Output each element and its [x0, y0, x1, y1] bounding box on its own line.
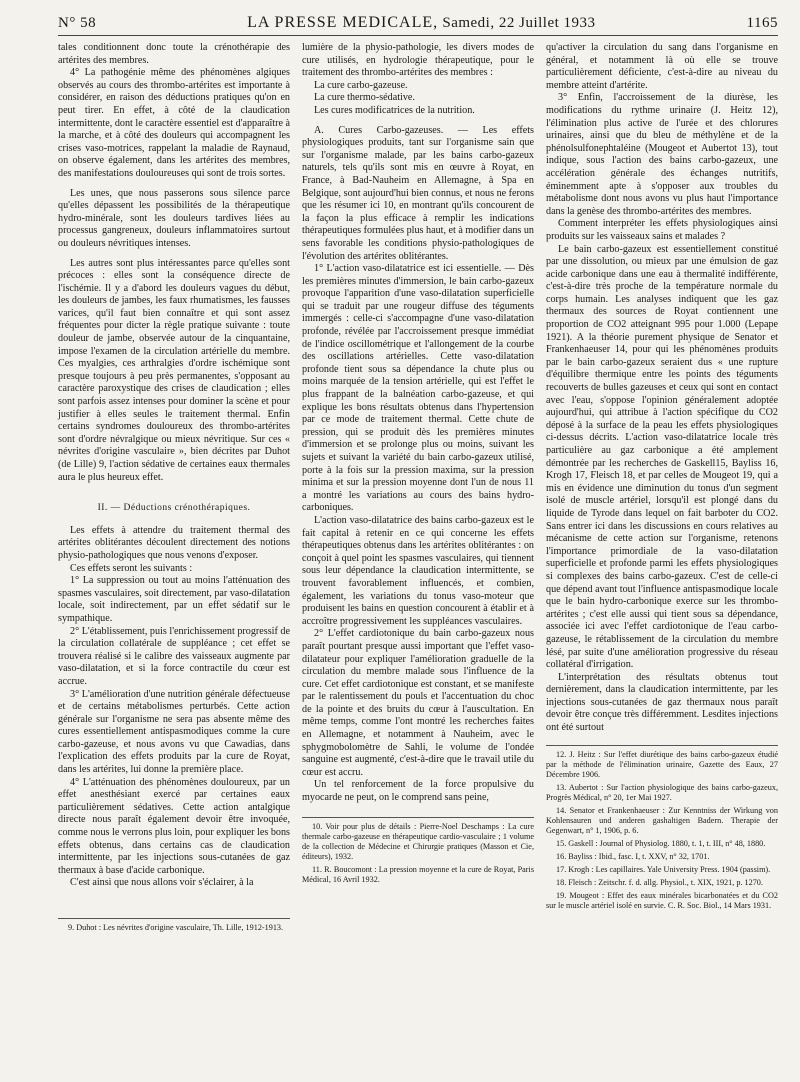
- paragraph: Un tel renforcement de la force propulsive du myocarde ne peut, on le comprend sans peine,: [302, 779, 534, 804]
- footnote: 11. R. Boucomont : La pression moyenne et la cure de Royat, Paris Médical, 16 Avril 1932.: [302, 864, 534, 884]
- section-heading: II. — Déductions crénothérapiques.: [97, 503, 251, 514]
- footnote: 14. Senator et Frankenhaeuser : Zur Kenntniss der Wirkung von Kohlensauren und anderen gashaltigen Badern. Therapie der Gegenwart, n° 1, 1906, p. 6.: [546, 805, 778, 835]
- list-item: La cure thermo-sédative.: [314, 92, 415, 104]
- paragraph: 2° L'effet cardiotonique du bain carbo-gazeux nous paraît pourtant presque aussi important que l'effet vaso-dilatateur pour expliquer l'amélioration graduelle de la circulation du membre malade sous l'influence de la cure. Cet effet cardiotonique est constant, et se manifeste par le ralentissement du pouls et l'accentuation du choc de la pointe et des bruits du cœur à l'auscultation. En même temps, comme l'ont montré les recherches faites en Allemagne, et notamment à Nauheim, avec le sphygmobolomètre de Sahli, le volume de l'ondée sanguine est augmenté, c'est-à-dire que le travail utile du cœur est accru.: [302, 628, 534, 778]
- paragraph: tales conditionnent donc toute la crénothérapie des artérites des membres.: [58, 42, 290, 66]
- article-columns: [58, 42, 778, 936]
- paragraph: C'est ainsi que nous allons voir s'éclairer, à la: [70, 877, 254, 889]
- page-number: 1165: [746, 15, 778, 31]
- column-2: [302, 42, 534, 936]
- paragraph: Le bain carbo-gazeux est essentiellement constitué par une dissolution, ou mieux par une émulsion de gaz acide carbonique dans une eau à thermalité indifférente, c'est-à-dire très proche de la température normale du corps humain. Les analyses indiquent que les gaz thermaux des sources de Royat contiennent une proportion de CO2 atteignant 995 pour 1.000 (Lepape 1921). A la théorie purement physique de Senator et Frankenhaeuser 14, pour qui les phénomènes produits par le bain carbo-gazeux seraient dus « une rupture d'équilibre thermique entre les points des téguments recouverts de bulles gazeuses et ceux qui sont en contact avec l'eau, s'oppose l'opinion généralement adoptée aujourd'hui, qui attribue à l'action spécifique du CO2 déposé à la surface de la peau les effets physiologiques ci-dessus décrits. L'action vaso-dilatatrice locale très particulière au gaz carbonique a été amplement démontrée par les recherches de Gaskell15, Bayliss 16, Krogh 17, Fleisch 18, et par celles de Mougeot 19, qui a mis en évidence une diminution du tonus d'un segment isolé de muscle artériel, lorsqu'il est plongé dans du liquide de Tyrode dans lequel on fait barboter du CO2. Sans entrer ici dans les discussions en cours relatives au mécanisme de cette action sur l'organisme, retenons l'importance primordiale de la vaso-dilatation superficielle et profonde parmi les effets physiologiques si complexes des bains carbo-gazeux. C'est de celle-ci que dépend avant tout l'influence antispasmodique locale que le bain hydro-carbonique exerce sur les thrombo-artérites ; c'est elle aussi qui tient sous sa dépendance, associée ici avec l'effet cardiotonique de l'eau carbo-gazeuse, le rétablissement de la circulation du membre lésé, par suite d'une amélioration progressive du réseau collatéral d'irrigation.: [546, 243, 778, 671]
- list-item: 2° L'établissement, puis l'enrichissement progressif de la circulation collatérale de suppléance ; cet effet se trouvera réalisé si le calibre des vaisseaux augmente par vaso-dilatation, et si la force contractile du cœur est accrue.: [58, 625, 290, 687]
- paragraph: 4° La pathogénie même des phénomènes algiques observés au cours des thrombo-artérites est importante à considérer, en raison des déductions pratiques qu'on en peut tirer. En effet, à côté de la claudication intermittente, dont le caractère essentiel est d'apparaître à la marche, et à côté des douleurs qui accompagnent les crises vaso-motrices, rappelant la maladie de Raynaud, on observe également, dans les artérites des membres, des manifestations douloureuses qui sont de trois sortes.: [58, 67, 290, 179]
- paragraph: qu'activer la circulation du sang dans l'organisme en général, et notamment là où elle se trouve particulièrement déficiente, c'est-à-dire au niveau du membre atteint d'artérite.: [546, 42, 778, 91]
- column-3: [546, 42, 778, 936]
- footnote: 16. Bayliss : Ibid., fasc. I, t. XXV, n° 32, 1701.: [556, 851, 710, 861]
- footnote: 10. Voir pour plus de détails : Pierre-Noel Deschamps : La cure thermale carbo-gazeuse en thérapeutique cardio-vasculaire ; 1 volume de la collection de Médecine et Chirurgie pratiques (Masson et Cie, éditeurs), 1932.: [302, 821, 534, 861]
- column-1: [58, 42, 290, 936]
- cure-list: [314, 80, 534, 118]
- paragraph: 3° Enfin, l'accroissement de la diurèse, les modifications du rythme urinaire (J. Heitz 12), l'élimination plus active de l'urée et des chlorures urinaires, ainsi que du bleu de méthylène et de la phénolsulfonephtaléine (Mougeot et Aubertot 13), tout indique, sous l'action des bains carbo-gazeux, une accélération générale des échanges nutritifs, éminemment apte à s'opposer aux troubles du métabolisme dont nous avons vu plus haut l'importance dans la genèse des thrombo-artérites des membres.: [546, 92, 778, 217]
- paragraph: 1° L'action vaso-dilatatrice est ici essentielle. — Dès les premières minutes d'immersion, le bain carbo-gazeux provoque l'apparition d'une vaso-dilatation superficielle qui se traduit par une rougeur diffuse des téguments immergés : celle-ci s'accompagne d'une vaso-dilatation profonde, révélée par l'accroissement presque immédiat de l'indice oscillométrique et l'allongement de la courbe des oscillations artérielles. Cette vaso-dilatation profonde tient sous sa dépendance la chute plus ou moins marquée de la tension artérielle, qui est l'effet le plus frappant de la balnéation carbo-gazeuse, et qui explique les bons résultats obtenus dans l'hypertension par ce mode de traitement thermal. Cette chute de pression, qui se produit dès les premières minutes d'immersion et se prolonge plus ou moins, suivant les sujets et suivant la variété du bain carbo-gazeux utilisé, porte à la fois sur la pression maxima, sur la pression minima et sur la pression moyenne dont l'un de nous 11 a montré les variations au cours des bains hydro-carboniques.: [302, 263, 534, 514]
- list-item: 3° L'amélioration d'une nutrition générale défectueuse et de certains métabolismes perturbés. Cette action générale sur l'organisme ne sera pas absente même des cures essentiellement antispasmodiques comme la cure carbo-gazeuse, et nous avons vu que Cawadias, dans l'explication des effets produits par la cure de Royat, dans les artérites, lui donne la première place.: [58, 688, 290, 776]
- paragraph: Les autres sont plus intéressantes parce qu'elles sont précoces : elles sont la conséquence directe de l'ischémie. Il y a d'abord les douleurs vagues du début, les douleurs de jambes, les faux rhumatismes, les fausses varices, qu'il faut bien connaître et qui sont assez fréquentes pour dicter la règle pratique suivante : toute douleur de jambe, observée autour de la cinquantaine, impose l'examen de la circulation artérielle du membre. Ces myalgies, ces arthralgies d'ordre ischémique sont presque toujours à peu près permanentes, s'opposant au caractère paroxystique des crises de claudication ; elles sont parfois assez intenses pour dominer la scène et pour justifier à elles seules le traitement thermal. Enfin certains syndromes douloureux des thrombo-artérites sont d'ordre névralgique ou mieux névritique. Sur ces « névrites d'origine vasculaire », bien décrites par Duhot (de Lille) 9, l'action sédative de certaines eaux thermales aura le plus heureux effet.: [58, 257, 290, 483]
- paragraph: lumière de la physio-pathologie, les divers modes de cure utilisés, en hydrologie thérapeutique, pour le traitement des thrombo-artérites des membres :: [302, 42, 534, 79]
- paragraph: Les effets à attendre du traitement thermal des artérites oblitérantes découlent directement des notions physio-pathologiques que nous venons d'exposer.: [58, 524, 290, 561]
- list-item: Les cures modificatrices de la nutrition.: [314, 104, 475, 116]
- footnote: 19. Mougeot : Effet des eaux minérales bicarbonatées et du CO2 sur le muscle artériel isolé en survie. C. R. Soc. Biol., 14 Mars 1931.: [546, 890, 778, 910]
- paragraph: L'action vaso-dilatatrice des bains carbo-gazeux est le fait capital à retenir en ce qui concerne les effets thérapeutiques obtenus dans les artérites oblitérantes : on conçoit à quel point les spasmes vasculaires, qui tiennent sous leur dépendance la claudication intermittente, se trouvent favorablement influencés, et combien, également, les variations du tonus vaso-moteur que produisent les bains en question concourent à établir et à accroître progressivement les suppléances vasculaires.: [302, 514, 534, 627]
- paragraph: Ces effets seront les suivants :: [70, 562, 193, 574]
- issue-number: N° 58: [58, 15, 97, 31]
- list-item: 4° L'atténuation des phénomènes douloureux, par un effet anesthésiant exercé par certaines eaux particulièrement sédatives. Cette action antalgique directe nous paraît également devoir être invoquée, comme nous le verrons plus loin, pour expliquer les bons effets obtenus, dans certains cas de claudication intermittente, par les injections sous-cutanées de gaz thermaux à base d'acide carbonique.: [58, 776, 290, 876]
- footnote: 15. Gaskell : Journal of Physiolog. 1880, t. 1, t. III, n° 48, 1880.: [556, 838, 766, 848]
- footnote: 17. Krogh : Les capillaires. Yale University Press. 1904 (passim).: [556, 864, 771, 874]
- footnote: 9. Duhot : Les névrites d'origine vasculaire, Th. Lille, 1912-1913.: [68, 923, 284, 932]
- issue-date: Samedi, 22 Juillet 1933: [442, 15, 596, 31]
- journal-title: LA PRESSE MEDICALE,: [247, 14, 439, 31]
- footnotes: [58, 918, 290, 933]
- footnote: 18. Fleisch : Zeitschr. f. d. allg. Physiol., t. XIX, 1921, p. 1270.: [556, 877, 763, 887]
- page-header: [58, 14, 778, 36]
- footnotes: [546, 745, 778, 911]
- paragraph: A. Cures Carbo-gazeuses. — Les effets physiologiques produits, tant sur l'organisme sain que sur l'organisme malade, par les bains carbo-gazeux naturels, tels qu'ils sont mis en œuvre à Royat, en France, à Bad-Nauheim en Allemagne, à Spa en Belgique, sont aujourd'hui bien connus, et nous ne ferons que les résumer ici 10, en montrant qu'ils concourent de la façon la plus efficace à remplir les indications thérapeutiques formulées plus haut, et à modifier dans un sens favorable les conditions physio-pathologiques de l'évolution des artérites oblitérantes.: [302, 124, 534, 262]
- footnotes: [302, 817, 534, 885]
- paragraph: L'interprétation des résultats obtenus tout dernièrement, dans la claudication intermittente, par les injections sous-cutanées de gaz thermaux nous paraît devoir être conçue très différemment. Lesdites injections ont été surtout: [546, 671, 778, 734]
- masthead: [96, 14, 746, 32]
- list-item: 1° La suppression ou tout au moins l'atténuation des spasmes vasculaires, soit directement, par vaso-dilatation locale, soit indirectement, par un effet sédatif sur le sympathique.: [58, 575, 290, 624]
- footnote: 13. Aubertot : Sur l'action physiologique des bains carbo-gazeux, Progrès Médical, n° 20, 1er Mai 1927.: [546, 782, 778, 802]
- footnote: 12. J. Heitz : Sur l'effet diurétique des bains carbo-gazeux étudié par la méthode de l'élimination urinaire, Gazette des Eaux, 27 Décembre 1906.: [546, 749, 778, 779]
- paragraph: Comment interpréter les effets physiologiques ainsi produits sur les vaisseaux sains et malades ?: [546, 218, 778, 242]
- list-item: La cure carbo-gazeuse.: [314, 79, 408, 91]
- paragraph: Les unes, que nous passerons sous silence parce qu'elles dépassent les possibilités de la thérapeutique hydro-minérale, sont les douleurs tardives liées au processus gangreneux, douleurs inflammatoires surtout ou douleurs névritiques intenses.: [58, 187, 290, 249]
